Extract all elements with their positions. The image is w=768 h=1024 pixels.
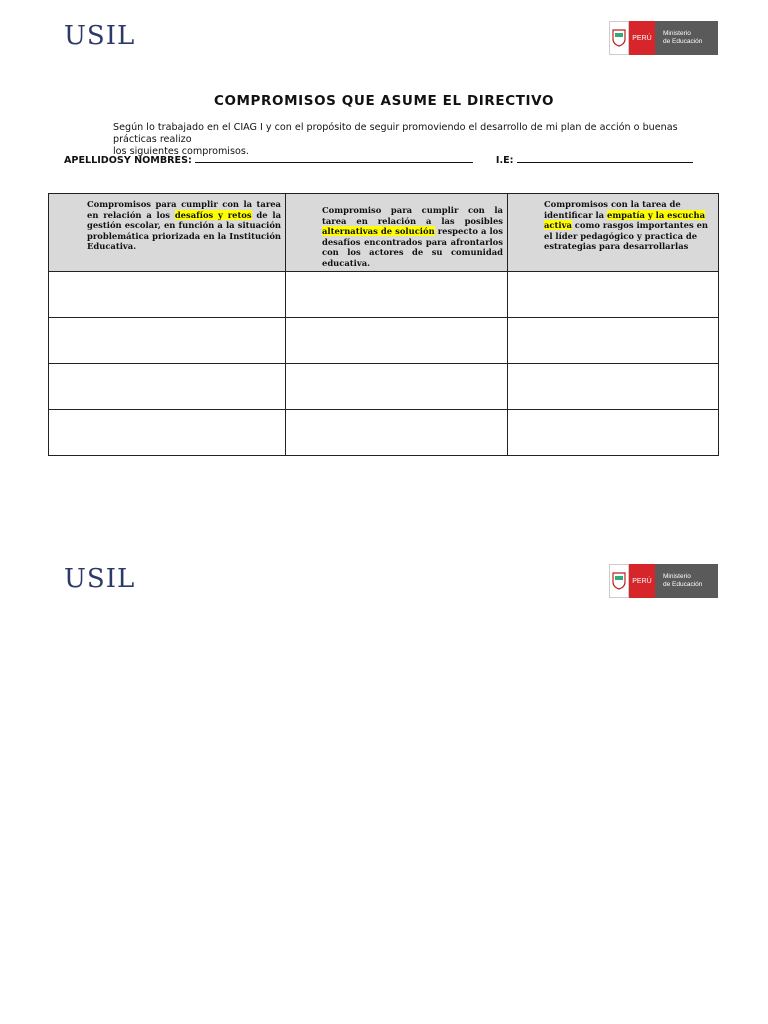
table-cell[interactable] [508,272,719,318]
col3-text-end: como rasgos importantes en el líder pedagógico y practica de estrategias para desarrollarlas [544,220,708,252]
ie-field[interactable] [517,153,693,163]
names-label: APELLIDOSY NOMBRES: [64,155,192,166]
names-field[interactable] [195,153,473,163]
names-row [64,153,693,166]
col1-text-end: de la gestión escolar, en función a la situación problemática priorizada en la Institución Educativa. [87,209,281,252]
col3-text: Compromisos con la tarea de identificar la [544,199,681,220]
table-row [49,272,719,318]
header-col2 [286,194,508,272]
col2-text-end: respecto a los desafíos encontrados para afrontarlos con los actores de su comunidad educativa. [322,226,503,268]
col2-text: Compromiso para cumplir con la tarea en relación a las posibles [322,205,503,226]
col1-highlight: desafíos y retos [174,209,252,220]
col3-highlight: empatía y la escucha activa [544,209,706,231]
ministerio-line2-page2: de Educación [663,581,703,588]
peru-label-page2: PERÚ [629,564,655,598]
ministerio-line2: de Educación [663,38,703,45]
table-cell[interactable] [508,410,719,456]
table-row [49,318,719,364]
table-row [49,410,719,456]
ministerio-line1: Ministerio [663,30,691,37]
peru-shield-icon [609,564,629,598]
usil-logo-text: USIL [64,21,136,51]
minedu-logo [609,21,718,55]
usil-logo [64,19,136,59]
minedu-logo-page2 [609,564,718,598]
intro-line2: los siguientes compromisos. [113,146,249,157]
table-cell[interactable] [286,410,508,456]
table-header-row [49,194,719,272]
header-col1 [49,194,286,272]
peru-shield-icon [609,21,629,55]
table-cell[interactable] [508,364,719,410]
table-row [49,364,719,410]
ministerio-line1-page2: Ministerio [663,573,691,580]
table-cell[interactable] [286,318,508,364]
usil-logo-text-page2: USIL [64,564,136,594]
peru-label: PERÚ [629,21,655,55]
table-cell[interactable] [286,272,508,318]
header-col3 [508,194,719,272]
page-title: COMPROMISOS QUE ASUME EL DIRECTIVO [213,93,555,109]
col2-highlight: alternativas de solución [322,226,435,237]
ministerio-label [655,21,718,55]
ie-label: I.E: [495,155,514,166]
table-cell[interactable] [49,410,286,456]
usil-logo-page2 [64,562,136,602]
table-cell[interactable] [49,364,286,410]
ministerio-label-page2 [655,564,718,598]
table-cell[interactable] [49,318,286,364]
commitments-table [48,193,719,456]
table-cell[interactable] [508,318,719,364]
col1-text: Compromisos para cumplir con la tarea en relación a los [87,199,281,220]
table-cell[interactable] [286,364,508,410]
table-cell[interactable] [49,272,286,318]
intro-line1: Según lo trabajado en el CIAG I y con el propósito de seguir promoviendo el desarrollo de mi plan de acción o buenas prácticas realizo [113,122,678,145]
